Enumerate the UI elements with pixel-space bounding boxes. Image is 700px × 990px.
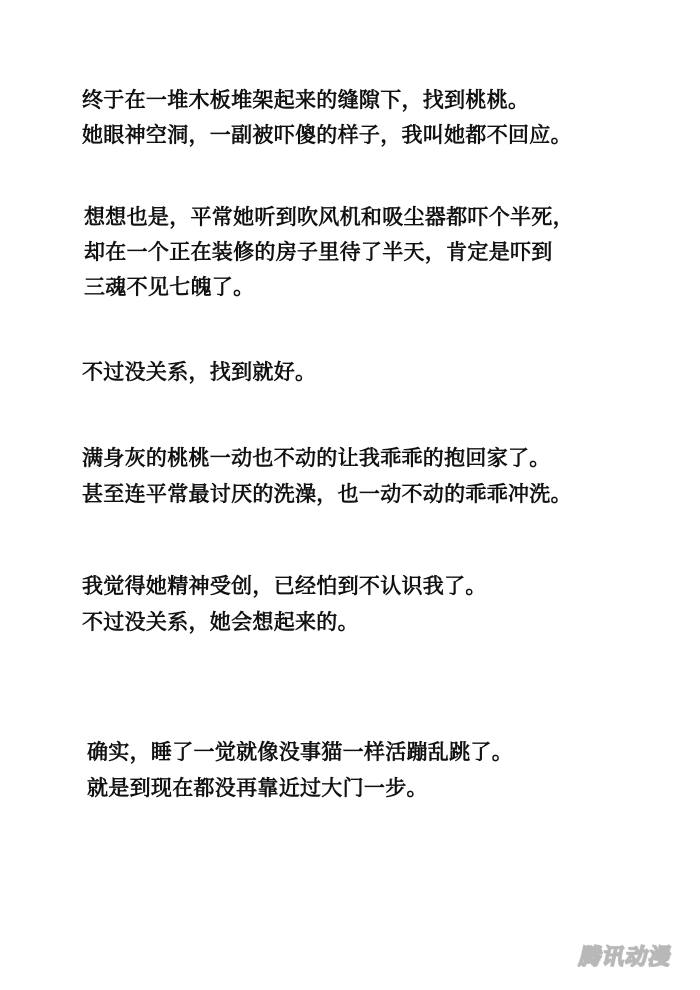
text-line: 三魂不见七魄了。 [84,275,255,299]
text-line: 确实，睡了一觉就像没事猫一样活蹦乱跳了。 [87,740,513,764]
text-line: 就是到现在都没再靠近过大门一步。 [87,776,428,800]
text-line: 却在一个正在装修的房子里待了半天，肯定是吓到 [84,240,553,264]
text-line: 不过没关系，她会想起来的。 [82,610,359,634]
text-line: 满身灰的桃桃一动也不动的让我乖乖的抱回家了。 [82,446,551,470]
text-line: 想想也是，平常她听到吹风机和吸尘器都吓个半死， [84,205,574,229]
text-line: 不过没关系，找到就好。 [82,360,317,384]
text-line: 我觉得她精神受创，已经怕到不认识我了。 [82,574,487,598]
text-line: 终于在一堆木板堆架起来的缝隙下，找到桃桃。 [82,88,530,112]
watermark-logo: 腾讯动漫 [576,944,675,970]
text-line: 她眼神空洞，一副被吓傻的样子，我叫她都不回应。 [82,123,572,147]
text-line: 甚至连平常最讨厌的洗澡，也一动不动的乖乖冲洗。 [82,482,572,506]
